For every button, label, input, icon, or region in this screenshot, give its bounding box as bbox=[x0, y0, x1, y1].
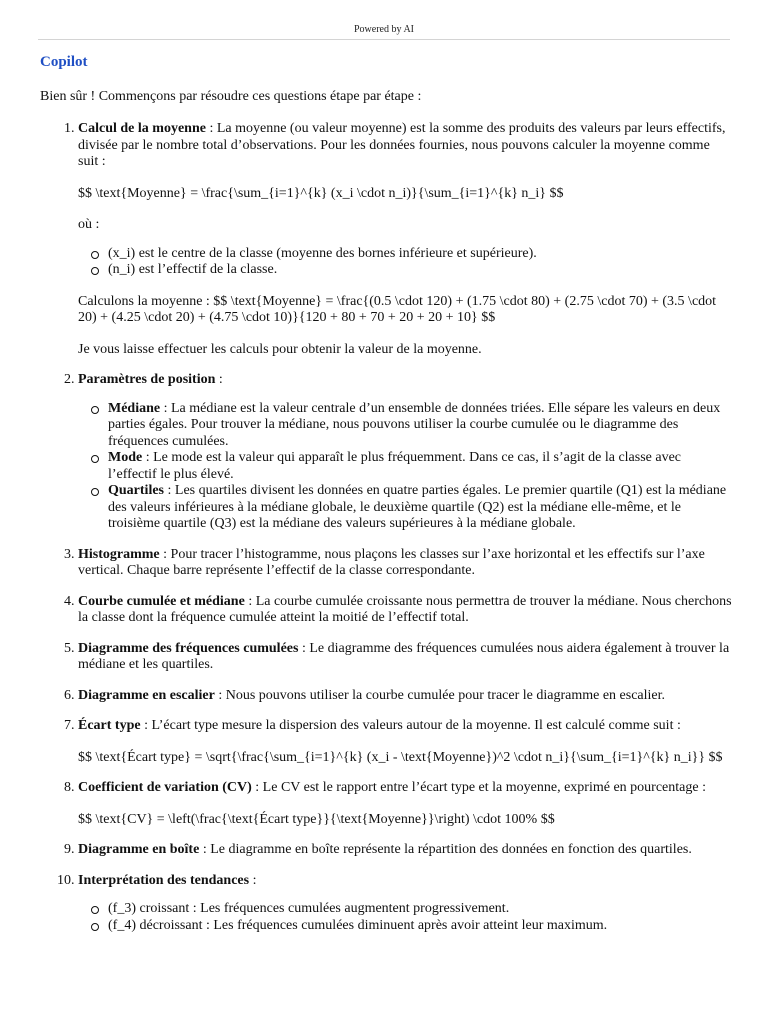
list-item: (x_i) est le centre de la classe (moyenne des bornes inférieure et supérieure). bbox=[108, 246, 732, 263]
list-item bbox=[108, 483, 732, 533]
item-text: : bbox=[215, 372, 223, 387]
item-title: Paramètres de position bbox=[78, 372, 216, 387]
item-text: : La courbe cumulée croissante nous permettra de trouver la médiane. Nous cherchons la classe dont la fréquence cumulée atteint la moitié de l’effectif total. bbox=[78, 593, 732, 625]
item-title: Calcul de la moyenne bbox=[78, 121, 206, 136]
position-parameters-list bbox=[78, 401, 732, 533]
term-text: : Le mode est la valeur qui apparaît le plus fréquemment. Dans ce cas, il s’agit de la classe avec l’effectif le plus élevé. bbox=[108, 450, 682, 482]
term-text: : Les quartiles divisent les données en quatre parties égales. Le premier quartile (Q1) est la médiane des valeurs inférieures à la médiane globale, le deuxième quartile (Q2) est la médiane elle-même, et le troisième quartile (Q3) est la médiane des valeurs supérieures à la médiane globale. bbox=[108, 483, 727, 531]
item-text: : bbox=[249, 872, 257, 888]
note: Je vous laisse effectuer les calculs pour obtenir la valeur de la moyenne. bbox=[78, 341, 482, 357]
where-label: où : bbox=[78, 217, 100, 232]
list-item: (n_i) est l’effectif de la classe. bbox=[108, 262, 732, 279]
item-text: : Nous pouvons utiliser la courbe cumulée pour tracer le diagramme en escalier. bbox=[214, 687, 666, 703]
list-item bbox=[78, 547, 732, 580]
list-item bbox=[108, 450, 732, 483]
list-item bbox=[78, 594, 732, 627]
item-title: Diagramme en boîte bbox=[78, 842, 200, 857]
term: Médiane bbox=[108, 400, 161, 416]
item-title: Courbe cumulée et médiane bbox=[78, 593, 245, 609]
formula: $$ \text{CV} = \left(\frac{\text{Écart type}}{\text{Moyenne}}\right) \cdot 100% $$ bbox=[78, 811, 555, 827]
list-item bbox=[78, 121, 732, 358]
list-item: (f_3) croissant : Les fréquences cumulées augmentent progressivement. bbox=[108, 901, 732, 918]
header-divider bbox=[38, 39, 730, 40]
list-item bbox=[78, 873, 732, 935]
item-title: Interprétation des tendances bbox=[78, 872, 250, 888]
item-text: : L’écart type mesure la dispersion des valeurs autour de la moyenne. Il est calculé comme suit : bbox=[140, 718, 681, 733]
item-text: : Pour tracer l’histogramme, nous plaçons les classes sur l’axe horizontal et les effectifs sur l’axe vertical. Chaque barre représente l’effectif de la classe correspondante. bbox=[78, 546, 705, 578]
intro-text: Bien sûr ! Commençons par résoudre ces questions étape par étape : bbox=[40, 88, 422, 104]
list-item bbox=[78, 641, 732, 674]
trend-list bbox=[78, 901, 732, 934]
term: Mode bbox=[108, 450, 143, 465]
answer-list bbox=[40, 121, 732, 934]
list-item bbox=[78, 780, 732, 828]
item-title: Écart type bbox=[78, 718, 141, 733]
item-title: Diagramme en escalier bbox=[78, 687, 215, 703]
item-title: Coefficient de variation (CV) bbox=[78, 780, 252, 795]
powered-by-label: Powered by AI bbox=[354, 24, 414, 35]
definition-list bbox=[78, 246, 732, 279]
list-item bbox=[78, 688, 732, 705]
list-item bbox=[78, 372, 732, 533]
chat-response bbox=[40, 54, 732, 948]
item-text: : Le CV est le rapport entre l’écart type et la moyenne, exprimé en pourcentage : bbox=[251, 780, 706, 795]
item-text: : Le diagramme en boîte représente la répartition des données en fonction des quartiles. bbox=[199, 842, 692, 857]
item-title: Diagramme des fréquences cumulées bbox=[78, 640, 299, 656]
formula: $$ \text{Écart type} = \sqrt{\frac{\sum_{i=1}^{k} (x_i - \text{Moyenne})^2 \cdot n_i}{\sum_{i=1}^{k} n_i}} $$ bbox=[78, 749, 723, 765]
term-text: : La médiane est la valeur centrale d’un ensemble de données triées. Elle sépare les valeurs en deux parties égales. Pour trouver la médiane, nous pouvons utiliser la courbe cumulée ou le diagramme des fréquences cumulées. bbox=[108, 400, 721, 449]
item-text: : La moyenne (ou valeur moyenne) est la somme des produits des valeurs par leurs effectifs, divisée par le nombre total d’observations. Pour les données fournies, nous pouvons calculer la moyenne comme suit : bbox=[78, 121, 726, 169]
item-text: : Le diagramme des fréquences cumulées nous aidera également à trouver la médiane et les quartiles. bbox=[78, 640, 730, 672]
item-title: Histogramme bbox=[78, 546, 160, 562]
list-item bbox=[78, 718, 732, 766]
term: Quartiles bbox=[108, 483, 164, 498]
list-item bbox=[78, 842, 732, 859]
list-item bbox=[108, 401, 732, 451]
assistant-name: Copilot bbox=[40, 54, 88, 70]
list-item: (f_4) décroissant : Les fréquences cumulées diminuent après avoir atteint leur maximum. bbox=[108, 918, 732, 935]
calculation: Calculons la moyenne : $$ \text{Moyenne} = \frac{(0.5 \cdot 120) + (1.75 \cdot 80) + (2.75 \cdot 70) + (3.5 \cdot 20) + (4.25 \cdot 20) + (4.75 \cdot 10)}{120 + 80 + 70 + 20 + 20 + 10} $$ bbox=[78, 293, 717, 325]
formula: $$ \text{Moyenne} = \frac{\sum_{i=1}^{k} (x_i \cdot n_i)}{\sum_{i=1}^{k} n_i} $$ bbox=[78, 185, 564, 201]
